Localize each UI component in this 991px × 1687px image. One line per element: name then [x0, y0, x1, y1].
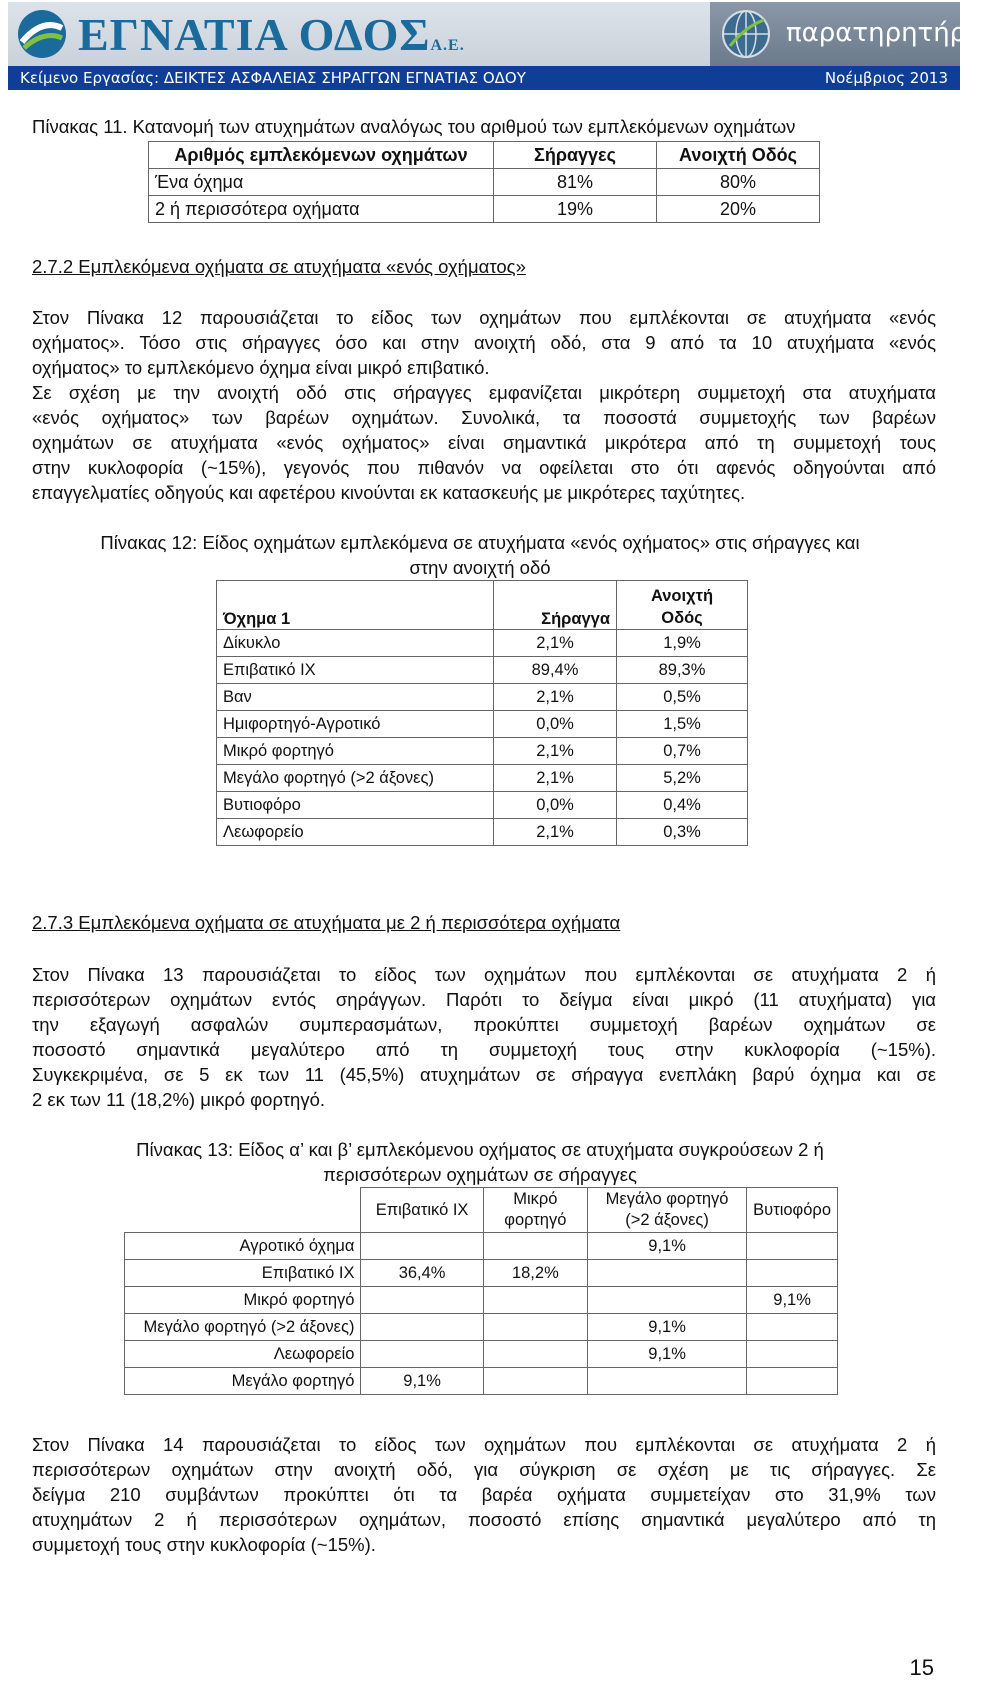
table-header-cell: Ανοιχτή Οδός: [657, 142, 820, 169]
table-row: [217, 738, 748, 765]
table-cell: 81%: [494, 169, 657, 196]
table-cell: [587, 1260, 746, 1287]
paragraph-line: ποσοστό σημαντικά μεγαλύτερο από τη συμμετοχή τους στην κυκλοφορία (~15%).: [32, 1039, 936, 1060]
table-cell: Μεγάλο φορτηγό (>2 άξονες): [217, 765, 494, 792]
observatory-panel: [710, 2, 991, 66]
egnatia-logo-icon: [16, 8, 68, 60]
table-cell: Ένα όχημα: [149, 169, 494, 196]
table-row: [217, 684, 748, 711]
paragraph-line: στην κυκλοφορία (~15%), γεγονός που πιθανόν να οφείλεται στο ότι αφενός οδηγούνται από: [32, 457, 936, 478]
table-cell: [587, 1287, 746, 1314]
table-row: [125, 1314, 838, 1341]
table-cell: [361, 1233, 483, 1260]
table-cell: 20%: [657, 196, 820, 223]
table-row: [149, 169, 820, 196]
table-row-label: Λεωφορείο: [125, 1341, 361, 1368]
table-row: [217, 657, 748, 684]
table-cell: [483, 1233, 587, 1260]
table-row: [125, 1233, 838, 1260]
table-cell: 0,7%: [617, 738, 748, 765]
table-cell: Μικρό φορτηγό: [217, 738, 494, 765]
paragraph-line: Σε σχέση με την ανοιχτή οδό στις σήραγγες εμφανίζεται μικρότερη συμμετοχή στα ατυχήματα: [32, 382, 936, 403]
table-header-cell: Όχημα 1: [217, 581, 494, 630]
paragraph-line: Συγκεκριμένα, σε 5 εκ των 11 (45,5%) ατυχημάτων σε σήραγγα ενεπλάκη βαρύ όχημα και σε: [32, 1064, 936, 1085]
table-header-cell: Μεγάλο φορτηγό (>2 άξονες): [587, 1188, 746, 1233]
table-cell: Ημιφορτηγό-Αγροτικό: [217, 711, 494, 738]
table-cell: 0,3%: [617, 819, 748, 846]
document-date: Νοέμβριος 2013: [824, 69, 948, 87]
table-cell: 2,1%: [494, 630, 617, 657]
table-header-row: [125, 1188, 838, 1233]
table-cell: Επιβατικό ΙΧ: [217, 657, 494, 684]
table-row-label: Αγροτικό όχημα: [125, 1233, 361, 1260]
table-header-cell: Επιβατικό ΙΧ: [361, 1188, 483, 1233]
table-cell: [587, 1368, 746, 1395]
table13: [124, 1187, 838, 1395]
table-row: [149, 196, 820, 223]
table-cell: 2 ή περισσότερα οχήματα: [149, 196, 494, 223]
table12-caption-line2: στην ανοιχτή οδό: [409, 557, 551, 578]
table13-caption-line2: περισσότερων οχημάτων σε σήραγγες: [323, 1164, 637, 1185]
paragraph-line: οχήματος». Τόσο στις σήραγγες όσο και στην ανοιχτή οδό, στα 9 από τα 10 ατυχήματα «ενός: [32, 332, 936, 353]
header-info-bar: [8, 66, 960, 90]
table-cell: [747, 1260, 838, 1287]
paragraph-line: περισσότερων οχημάτων εντός σηράγγων. Παρότι το δείγμα είναι μικρό (11 ατυχήματα) για: [32, 989, 936, 1010]
table-cell: [747, 1233, 838, 1260]
table-cell: 0,0%: [494, 792, 617, 819]
paragraph-line: την εξαγωγή ασφαλών συμπερασμάτων, προκύπτει συμμετοχή βαρέων οχημάτων σε: [32, 1014, 936, 1035]
table-cell: [361, 1287, 483, 1314]
paragraph-line: Στον Πίνακα 13 παρουσιάζεται το είδος των οχημάτων που εμπλέκονται σε ατυχήματα 2 ή: [32, 964, 936, 985]
table-cell: 0,4%: [617, 792, 748, 819]
table13-caption: Πίνακας 13: Είδος α’ και β’ εμπλεκόμενου οχήματος σε ατυχήματα συγκρούσεων 2 ή: [136, 1139, 824, 1160]
table11: [148, 141, 820, 223]
brand-name: ΕΓΝΑΤΙΑ ΟΔΟΣΑ.Ε.: [78, 9, 465, 60]
table-header-cell: Μικρό φορτηγό: [483, 1188, 587, 1233]
table-row: [125, 1341, 838, 1368]
table-header-cell: Σήραγγες: [494, 142, 657, 169]
table-cell: 9,1%: [747, 1287, 838, 1314]
table-cell: 9,1%: [587, 1233, 746, 1260]
table-row: [217, 765, 748, 792]
paragraph-line: 2 εκ των 11 (18,2%) μικρό φορτηγό.: [32, 1089, 326, 1110]
table-cell: [483, 1368, 587, 1395]
table-cell: 80%: [657, 169, 820, 196]
table-row: [217, 792, 748, 819]
table-cell: 0,5%: [617, 684, 748, 711]
table-cell: 89,3%: [617, 657, 748, 684]
table-cell: Βαν: [217, 684, 494, 711]
paragraph-line: δείγμα 210 συμβάντων προκύπτει ότι τα βαρέα οχήματα συμμετείχαν στο 31,9% των: [32, 1484, 936, 1505]
table-header-row: [149, 142, 820, 169]
table11-caption: Πίνακας 11. Κατανομή των ατυχημάτων αναλόγως του αριθμού των εμπλεκόμενων οχημάτων: [32, 116, 796, 137]
table-row: [125, 1368, 838, 1395]
table-cell: 9,1%: [361, 1368, 483, 1395]
table-cell: 2,1%: [494, 684, 617, 711]
table-cell: Δίκυκλο: [217, 630, 494, 657]
table-cell: 1,9%: [617, 630, 748, 657]
table-header-row: [217, 581, 748, 630]
table-row: [125, 1287, 838, 1314]
table-cell: 2,1%: [494, 738, 617, 765]
table-cell: [747, 1314, 838, 1341]
table-cell: 2,1%: [494, 819, 617, 846]
document-label: Κείμενο Εργασίας: ΔΕΙΚΤΕΣ ΑΣΦΑΛΕΙΑΣ ΣΗΡΑΓΓΩΝ ΕΓΝΑΤΙΑΣ ΟΔΟΥ: [20, 69, 526, 87]
table-cell: 1,5%: [617, 711, 748, 738]
table-header-cell: Ανοιχτή Οδός: [617, 581, 748, 630]
table-cell: [747, 1368, 838, 1395]
table-cell: [361, 1341, 483, 1368]
paragraph-line: ατυχημάτων 2 ή περισσότερων οχημάτων, ποσοστό επίσης σημαντικά μεγαλύτερο από τη: [32, 1509, 936, 1530]
section-heading: 2.7.2 Εμπλεκόμενα οχήματα σε ατυχήματα «ενός οχήματος»: [32, 256, 526, 277]
table-cell: [361, 1314, 483, 1341]
paragraph-line: «ενός οχήματος» των βαρέων οχημάτων. Συνολικά, τα ποσοστά συμμετοχής των βαρέων: [32, 407, 936, 428]
table-header-cell: Σήραγγα: [494, 581, 617, 630]
table-cell: [483, 1341, 587, 1368]
table-header-cell: Αριθμός εμπλεκόμενων οχημάτων: [149, 142, 494, 169]
table-row-label: Επιβατικό ΙΧ: [125, 1260, 361, 1287]
table-cell: Λεωφορείο: [217, 819, 494, 846]
section-heading: 2.7.3 Εμπλεκόμενα οχήματα σε ατυχήματα με 2 ή περισσότερα οχήματα: [32, 912, 621, 933]
page-number: 15: [909, 1655, 934, 1680]
table-cell: 5,2%: [617, 765, 748, 792]
table-row-label: Μεγάλο φορτηγό (>2 άξονες): [125, 1314, 361, 1341]
table-row: [217, 711, 748, 738]
paragraph-line: Στον Πίνακα 14 παρουσιάζεται το είδος των οχημάτων που εμπλέκονται σε ατυχήματα 2 ή: [32, 1434, 936, 1455]
paragraph-line: περισσότερων οχημάτων στην ανοιχτή οδό, για σύγκριση σε σχέση με τις σήραγγες. Σε: [32, 1459, 936, 1480]
table-cell: 2,1%: [494, 765, 617, 792]
paragraph-line: Στον Πίνακα 12 παρουσιάζεται το είδος των οχημάτων που εμπλέκονται σε ατυχήματα «ενός: [32, 307, 936, 328]
globe-icon: [720, 8, 772, 60]
table-cell: 9,1%: [587, 1341, 746, 1368]
table12-caption: Πίνακας 12: Είδος οχημάτων εμπλεκόμενα σε ατυχήματα «ενός οχήματος» στις σήραγγες και: [100, 532, 860, 553]
document-header: [8, 2, 991, 90]
paragraph-line: επαγγελματίες οδηγούς και αφετέρου κινούνται εκ κατασκευής με μικρότερες ταχύτητες.: [32, 482, 746, 503]
table-cell: 19%: [494, 196, 657, 223]
table-row-label: Μεγάλο φορτηγό: [125, 1368, 361, 1395]
header-banner: [8, 2, 991, 66]
table-row-label: Μικρό φορτηγό: [125, 1287, 361, 1314]
paragraph-line: οχημάτων σε ατυχήματα «ενός οχήματος» είναι σημαντικά μικρότερα από τη συμμετοχή τους: [32, 432, 936, 453]
table-cell: 36,4%: [361, 1260, 483, 1287]
table-cell: 18,2%: [483, 1260, 587, 1287]
observatory-label: παρατηρητήριο: [786, 18, 991, 48]
paragraph-line: συμμετοχή τους στην κυκλοφορία (~15%).: [32, 1534, 376, 1555]
table-cell: [747, 1341, 838, 1368]
table-row: [217, 819, 748, 846]
table-cell: [483, 1287, 587, 1314]
table12: [216, 580, 748, 846]
table-cell: 9,1%: [587, 1314, 746, 1341]
table-cell: 89,4%: [494, 657, 617, 684]
paragraph-line: οχήματος» το εμπλεκόμενο όχημα είναι μικρό επιβατικό.: [32, 357, 490, 378]
table-row: [217, 630, 748, 657]
table-cell: [483, 1314, 587, 1341]
table-cell: 0,0%: [494, 711, 617, 738]
table-cell: Βυτιοφόρο: [217, 792, 494, 819]
table-row: [125, 1260, 838, 1287]
table-header-blank: [125, 1188, 361, 1233]
table-header-cell: Βυτιοφόρο: [747, 1188, 838, 1233]
